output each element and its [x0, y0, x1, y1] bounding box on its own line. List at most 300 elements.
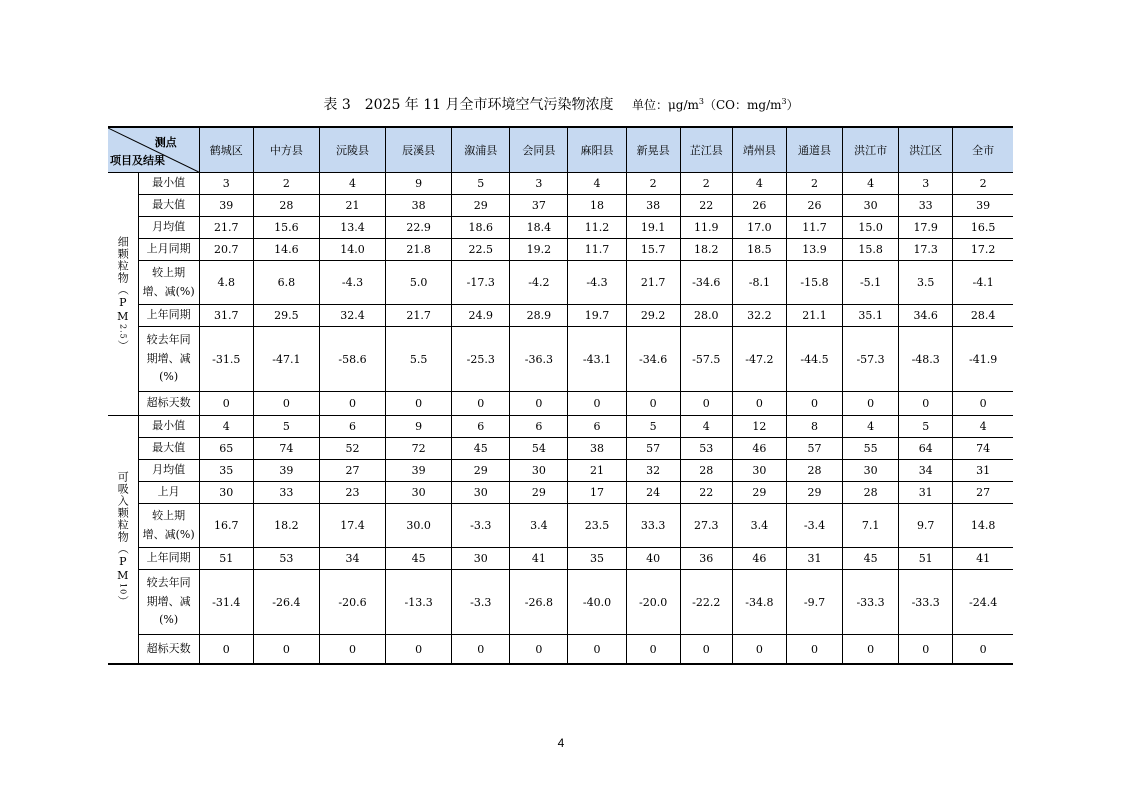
value-cell: 74: [953, 438, 1013, 460]
value-cell: 33: [899, 195, 953, 217]
value-cell: 5.0: [386, 261, 452, 305]
value-cell: 6: [452, 416, 510, 438]
value-cell: 6: [510, 416, 568, 438]
value-cell: -33.3: [899, 570, 953, 635]
value-cell: 29: [786, 482, 842, 504]
value-cell: 18: [568, 195, 626, 217]
row-item-label: [138, 570, 199, 635]
value-cell: 4: [843, 416, 899, 438]
station-header: 通道县: [786, 127, 842, 173]
value-cell: 0: [452, 392, 510, 416]
value-cell: 11.2: [568, 217, 626, 239]
value-cell: 21: [568, 460, 626, 482]
value-cell: 3.4: [732, 504, 786, 548]
value-cell: 38: [568, 438, 626, 460]
value-cell: 5: [899, 416, 953, 438]
value-cell: -47.2: [732, 327, 786, 392]
value-cell: 65: [199, 438, 253, 460]
station-header: 洪江区: [899, 127, 953, 173]
row-item-label: [138, 261, 199, 305]
value-cell: 29.2: [626, 305, 680, 327]
row-item-label: [138, 504, 199, 548]
table-row: [108, 504, 1013, 548]
corner-station-label: 测点: [154, 136, 177, 149]
station-header: 辰溪县: [386, 127, 452, 173]
value-cell: 18.5: [732, 239, 786, 261]
unit-sup-co: 3: [781, 97, 787, 106]
station-header: 麻阳县: [568, 127, 626, 173]
value-cell: -4.1: [953, 261, 1013, 305]
value-cell: 28.0: [680, 305, 732, 327]
row-item-label: 月均值: [138, 217, 199, 239]
value-cell: 2: [626, 173, 680, 195]
value-cell: 0: [680, 635, 732, 665]
value-cell: 4: [568, 173, 626, 195]
value-cell: 28: [843, 482, 899, 504]
value-cell: 18.2: [680, 239, 732, 261]
table-row: [108, 239, 1013, 261]
value-cell: 74: [253, 438, 319, 460]
value-cell: 28.4: [953, 305, 1013, 327]
corner-item-label: 项目及结果: [110, 154, 165, 167]
group-label-subscript: 2.5: [118, 324, 128, 340]
value-cell: 55: [843, 438, 899, 460]
value-cell: 4: [199, 416, 253, 438]
value-cell: 45: [843, 548, 899, 570]
row-item-label-line: 增、减(%): [142, 527, 195, 541]
value-cell: 31.7: [199, 305, 253, 327]
value-cell: 29: [452, 195, 510, 217]
value-cell: 39: [953, 195, 1013, 217]
value-cell: 21.1: [786, 305, 842, 327]
value-cell: 0: [626, 635, 680, 665]
value-cell: 3.4: [510, 504, 568, 548]
row-item-label-line: 较去年同: [146, 575, 191, 589]
corner-header: [108, 127, 199, 173]
value-cell: 0: [953, 635, 1013, 665]
value-cell: 9: [386, 173, 452, 195]
station-header: 洪江市: [843, 127, 899, 173]
value-cell: 13.9: [786, 239, 842, 261]
station-header: 芷江县: [680, 127, 732, 173]
table-row: [108, 261, 1013, 305]
value-cell: 51: [899, 548, 953, 570]
row-item-label-line: 较上期: [152, 508, 186, 522]
group-label-subscript: 10: [118, 583, 128, 596]
value-cell: 16.5: [953, 217, 1013, 239]
value-cell: 5: [253, 416, 319, 438]
pollutant-table: [108, 126, 1013, 665]
group-label-text: 细颗粒物（PM: [116, 236, 130, 325]
value-cell: -26.8: [510, 570, 568, 635]
table-row: [108, 327, 1013, 392]
row-item-label-line: (%): [159, 613, 179, 627]
value-cell: 15.7: [626, 239, 680, 261]
value-cell: 9: [386, 416, 452, 438]
value-cell: -31.4: [199, 570, 253, 635]
value-cell: 21.7: [199, 217, 253, 239]
value-cell: -20.0: [626, 570, 680, 635]
value-cell: 17.0: [732, 217, 786, 239]
value-cell: 17.4: [319, 504, 385, 548]
value-cell: 2: [786, 173, 842, 195]
value-cell: 30: [199, 482, 253, 504]
value-cell: 53: [253, 548, 319, 570]
value-cell: 39: [386, 460, 452, 482]
value-cell: 0: [568, 392, 626, 416]
value-cell: -34.6: [626, 327, 680, 392]
value-cell: 39: [253, 460, 319, 482]
value-cell: 51: [199, 548, 253, 570]
value-cell: 0: [626, 392, 680, 416]
value-cell: -34.8: [732, 570, 786, 635]
value-cell: -3.4: [786, 504, 842, 548]
value-cell: 22: [680, 482, 732, 504]
value-cell: -34.6: [680, 261, 732, 305]
value-cell: 0: [953, 392, 1013, 416]
value-cell: -57.3: [843, 327, 899, 392]
value-cell: 5: [626, 416, 680, 438]
station-header: 全市: [953, 127, 1013, 173]
value-cell: 27.3: [680, 504, 732, 548]
value-cell: -40.0: [568, 570, 626, 635]
value-cell: -13.3: [386, 570, 452, 635]
value-cell: 27: [953, 482, 1013, 504]
value-cell: 32.4: [319, 305, 385, 327]
value-cell: 22.5: [452, 239, 510, 261]
value-cell: 21.8: [386, 239, 452, 261]
station-header: 会同县: [510, 127, 568, 173]
table-title-main: 表 3 2025 年 11 月全市环境空气污染物浓度: [323, 97, 614, 113]
value-cell: 53: [680, 438, 732, 460]
value-cell: 21: [319, 195, 385, 217]
value-cell: 4: [843, 173, 899, 195]
value-cell: 32.2: [732, 305, 786, 327]
value-cell: -44.5: [786, 327, 842, 392]
value-cell: 35: [568, 548, 626, 570]
group-label: [117, 471, 128, 607]
value-cell: 33.3: [626, 504, 680, 548]
row-item-label: 最大值: [138, 195, 199, 217]
row-item-label: 最小值: [138, 173, 199, 195]
value-cell: 23: [319, 482, 385, 504]
unit-text: 单位：μg/m: [631, 98, 699, 112]
value-cell: 39: [199, 195, 253, 217]
value-cell: 37: [510, 195, 568, 217]
value-cell: 11.7: [568, 239, 626, 261]
row-item-label-line: 增、减(%): [142, 284, 195, 298]
value-cell: 35: [199, 460, 253, 482]
group-label-end: ）: [116, 595, 130, 608]
station-header: 新晃县: [626, 127, 680, 173]
row-item-label-line: 较上期: [152, 265, 186, 279]
value-cell: 45: [452, 438, 510, 460]
value-cell: 9.7: [899, 504, 953, 548]
value-cell: -24.4: [953, 570, 1013, 635]
value-cell: 2: [253, 173, 319, 195]
value-cell: 28: [786, 460, 842, 482]
value-cell: 36: [680, 548, 732, 570]
value-cell: 3: [510, 173, 568, 195]
station-header: 溆浦县: [452, 127, 510, 173]
station-header: 靖州县: [732, 127, 786, 173]
value-cell: 28: [253, 195, 319, 217]
value-cell: 4: [680, 416, 732, 438]
value-cell: 30: [843, 195, 899, 217]
value-cell: 34: [899, 460, 953, 482]
row-item-label: 超标天数: [138, 635, 199, 665]
value-cell: -41.9: [953, 327, 1013, 392]
station-header: 沅陵县: [319, 127, 385, 173]
value-cell: -43.1: [568, 327, 626, 392]
value-cell: 30.0: [386, 504, 452, 548]
group-label-cell: [108, 416, 138, 665]
value-cell: 0: [319, 635, 385, 665]
value-cell: 19.2: [510, 239, 568, 261]
value-cell: 29.5: [253, 305, 319, 327]
value-cell: -48.3: [899, 327, 953, 392]
value-cell: 29: [732, 482, 786, 504]
value-cell: 28: [680, 460, 732, 482]
value-cell: 0: [510, 635, 568, 665]
row-item-label-line: 较去年同: [146, 332, 191, 346]
value-cell: 38: [626, 195, 680, 217]
value-cell: 64: [899, 438, 953, 460]
value-cell: -4.3: [319, 261, 385, 305]
value-cell: 30: [843, 460, 899, 482]
row-item-label-line: 期增、减: [146, 351, 191, 365]
value-cell: 30: [510, 460, 568, 482]
value-cell: 18.4: [510, 217, 568, 239]
value-cell: -22.2: [680, 570, 732, 635]
page-number: 4: [557, 736, 565, 750]
value-cell: 22.9: [386, 217, 452, 239]
row-item-label-line: (%): [159, 370, 179, 384]
table-row: [108, 482, 1013, 504]
table-body: [108, 173, 1013, 665]
value-cell: 14.6: [253, 239, 319, 261]
value-cell: 14.8: [953, 504, 1013, 548]
value-cell: 0: [786, 635, 842, 665]
value-cell: 30: [732, 460, 786, 482]
row-item-label: 上年同期: [138, 548, 199, 570]
value-cell: 52: [319, 438, 385, 460]
table-row: [108, 217, 1013, 239]
value-cell: 16.7: [199, 504, 253, 548]
row-item-label: [138, 327, 199, 392]
value-cell: 4.8: [199, 261, 253, 305]
value-cell: 0: [253, 635, 319, 665]
value-cell: -36.3: [510, 327, 568, 392]
value-cell: 4: [732, 173, 786, 195]
value-cell: 20.7: [199, 239, 253, 261]
value-cell: 40: [626, 548, 680, 570]
group-label-cell: [108, 173, 138, 416]
value-cell: 17.9: [899, 217, 953, 239]
value-cell: 57: [786, 438, 842, 460]
value-cell: 15.8: [843, 239, 899, 261]
value-cell: 0: [199, 392, 253, 416]
value-cell: -5.1: [843, 261, 899, 305]
value-cell: -8.1: [732, 261, 786, 305]
value-cell: -3.3: [452, 570, 510, 635]
value-cell: 57: [626, 438, 680, 460]
value-cell: 3: [199, 173, 253, 195]
value-cell: 17.2: [953, 239, 1013, 261]
table-row: [108, 392, 1013, 416]
row-item-label-line: 期增、减: [146, 594, 191, 608]
value-cell: 0: [899, 392, 953, 416]
value-cell: 35.1: [843, 305, 899, 327]
station-header: 鹤城区: [199, 127, 253, 173]
value-cell: 26: [786, 195, 842, 217]
value-cell: 0: [319, 392, 385, 416]
table-row: [108, 195, 1013, 217]
table-row: [108, 548, 1013, 570]
value-cell: -26.4: [253, 570, 319, 635]
value-cell: 17.3: [899, 239, 953, 261]
value-cell: 3.5: [899, 261, 953, 305]
value-cell: 34: [319, 548, 385, 570]
row-item-label: 超标天数: [138, 392, 199, 416]
row-item-label: 上月同期: [138, 239, 199, 261]
group-label-end: ）: [116, 339, 130, 352]
value-cell: 30: [452, 548, 510, 570]
value-cell: 21.7: [386, 305, 452, 327]
value-cell: 0: [843, 392, 899, 416]
value-cell: 72: [386, 438, 452, 460]
value-cell: 0: [386, 635, 452, 665]
row-item-label: 上年同期: [138, 305, 199, 327]
value-cell: 19.1: [626, 217, 680, 239]
value-cell: 4: [319, 173, 385, 195]
value-cell: 31: [953, 460, 1013, 482]
value-cell: 0: [843, 635, 899, 665]
value-cell: 15.6: [253, 217, 319, 239]
value-cell: 3: [899, 173, 953, 195]
value-cell: 2: [680, 173, 732, 195]
value-cell: -33.3: [843, 570, 899, 635]
value-cell: -47.1: [253, 327, 319, 392]
value-cell: 46: [732, 548, 786, 570]
value-cell: 34.6: [899, 305, 953, 327]
group-label: [117, 236, 128, 352]
value-cell: -58.6: [319, 327, 385, 392]
value-cell: -25.3: [452, 327, 510, 392]
unit-suffix: ）: [786, 98, 799, 112]
table-title: [0, 94, 1122, 114]
value-cell: 0: [899, 635, 953, 665]
value-cell: 0: [568, 635, 626, 665]
value-cell: 19.7: [568, 305, 626, 327]
value-cell: 18.2: [253, 504, 319, 548]
value-cell: 8: [786, 416, 842, 438]
value-cell: -3.3: [452, 504, 510, 548]
value-cell: -17.3: [452, 261, 510, 305]
unit-sup: 3: [698, 97, 704, 106]
table-row: [108, 416, 1013, 438]
value-cell: 0: [452, 635, 510, 665]
value-cell: 45: [386, 548, 452, 570]
value-cell: 27: [319, 460, 385, 482]
row-item-label: 最大值: [138, 438, 199, 460]
table-unit: [632, 98, 799, 112]
row-item-label: 最小值: [138, 416, 199, 438]
value-cell: 14.0: [319, 239, 385, 261]
value-cell: 13.4: [319, 217, 385, 239]
station-header: 中方县: [253, 127, 319, 173]
value-cell: 11.9: [680, 217, 732, 239]
value-cell: 15.0: [843, 217, 899, 239]
value-cell: 0: [510, 392, 568, 416]
value-cell: 24: [626, 482, 680, 504]
value-cell: 0: [386, 392, 452, 416]
header-row: [108, 127, 1013, 173]
value-cell: 11.7: [786, 217, 842, 239]
value-cell: -4.2: [510, 261, 568, 305]
value-cell: 24.9: [452, 305, 510, 327]
value-cell: 17: [568, 482, 626, 504]
value-cell: 0: [253, 392, 319, 416]
value-cell: 30: [452, 482, 510, 504]
value-cell: 0: [786, 392, 842, 416]
value-cell: 23.5: [568, 504, 626, 548]
value-cell: 32: [626, 460, 680, 482]
table-row: [108, 635, 1013, 665]
value-cell: -31.5: [199, 327, 253, 392]
value-cell: -4.3: [568, 261, 626, 305]
value-cell: 18.6: [452, 217, 510, 239]
value-cell: 2: [953, 173, 1013, 195]
value-cell: 31: [899, 482, 953, 504]
value-cell: 30: [386, 482, 452, 504]
value-cell: 7.1: [843, 504, 899, 548]
value-cell: 29: [452, 460, 510, 482]
value-cell: 12: [732, 416, 786, 438]
value-cell: 6: [568, 416, 626, 438]
value-cell: 22: [680, 195, 732, 217]
row-item-label: 上月: [138, 482, 199, 504]
table-row: [108, 173, 1013, 195]
value-cell: 0: [199, 635, 253, 665]
value-cell: 38: [386, 195, 452, 217]
value-cell: 4: [953, 416, 1013, 438]
value-cell: -20.6: [319, 570, 385, 635]
row-item-label: 月均值: [138, 460, 199, 482]
value-cell: 46: [732, 438, 786, 460]
value-cell: 0: [732, 392, 786, 416]
value-cell: 54: [510, 438, 568, 460]
value-cell: 5: [452, 173, 510, 195]
value-cell: 0: [732, 635, 786, 665]
table-row: [108, 570, 1013, 635]
value-cell: -57.5: [680, 327, 732, 392]
value-cell: 33: [253, 482, 319, 504]
value-cell: 41: [510, 548, 568, 570]
value-cell: 6: [319, 416, 385, 438]
table-row: [108, 460, 1013, 482]
value-cell: 31: [786, 548, 842, 570]
table-row: [108, 305, 1013, 327]
value-cell: 28.9: [510, 305, 568, 327]
value-cell: 6.8: [253, 261, 319, 305]
table-row: [108, 438, 1013, 460]
value-cell: 5.5: [386, 327, 452, 392]
value-cell: 41: [953, 548, 1013, 570]
value-cell: -15.8: [786, 261, 842, 305]
group-label-text: 可吸入颗粒物（PM: [116, 471, 130, 584]
value-cell: 29: [510, 482, 568, 504]
